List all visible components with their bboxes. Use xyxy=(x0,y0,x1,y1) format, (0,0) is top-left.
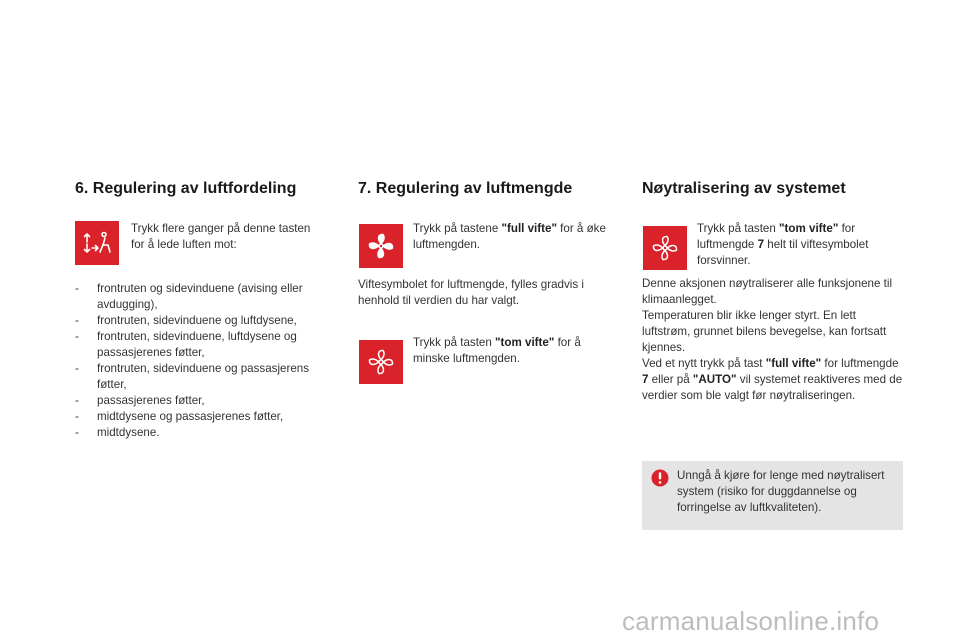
empty-fan-icon xyxy=(643,226,687,270)
full-fan-icon xyxy=(359,224,403,268)
neutralize-para-a: Denne aksjonen nøytraliserer alle funksjonene til klimaanlegget. xyxy=(642,277,893,306)
list-item: - frontruten, sidevinduene og passasjerens føtter, xyxy=(75,361,333,393)
neutralize-instruction: Trykk på tasten "tom vifte" for luftmengde 7 helt til viftesymbolet forsvinner. xyxy=(697,222,869,267)
airvolume-decrease-text: Trykk på tasten "tom vifte" for å minske luftmengden. xyxy=(413,336,581,365)
airvolume-increase-text: Trykk på tastene "full vifte" for å øke luftmengden. xyxy=(413,222,606,251)
warning-icon xyxy=(651,469,669,487)
neutralize-description xyxy=(642,276,904,404)
warning-text: Unngå å kjøre for lenge med nøytralisert system (risiko for duggdannelse og forringelse av luftkvaliteten). xyxy=(677,469,885,514)
list-item: - frontruten, sidevinduene og luftdysene, xyxy=(75,313,333,329)
neutralize-para-b: Temperaturen blir ikke lenger styrt. En lett luftstrøm, grunnet bilens bevegelse, kan fortsatt kjennes. xyxy=(642,309,887,354)
air-distribution-icon xyxy=(75,221,119,265)
watermark: carmanualsonline.info xyxy=(622,606,880,636)
empty-fan-icon xyxy=(359,340,403,384)
list-item: - midtdysene. xyxy=(75,425,333,441)
list-item: - passasjerenes føtter, xyxy=(75,393,333,409)
airflow-list xyxy=(75,281,333,441)
heading-airflow: 6. Regulering av luftfordeling xyxy=(75,180,297,197)
neutralize-para-c: Ved et nytt trykk på tast "full vifte" for luftmengde 7 eller på "AUTO" vil systemet reaktiveres med de verdier som ble valgt før nøytraliseringen. xyxy=(642,357,903,402)
airvolume-description: Viftesymbolet for luftmengde, fylles gradvis i henhold til verdien du har valgt. xyxy=(358,278,584,307)
heading-neutralize: Nøytralisering av systemet xyxy=(642,180,846,197)
heading-airvolume: 7. Regulering av luftmengde xyxy=(358,180,573,197)
airflow-intro: Trykk flere ganger på denne tasten for å lede luften mot: xyxy=(131,222,311,251)
list-item: - frontruten og sidevinduene (avising eller avdugging), xyxy=(75,281,333,313)
list-item: - midtdysene og passasjerenes føtter, xyxy=(75,409,333,425)
list-item: - frontruten, sidevinduene, luftdysene og passasjerenes føtter, xyxy=(75,329,333,361)
warning-box xyxy=(642,461,903,530)
